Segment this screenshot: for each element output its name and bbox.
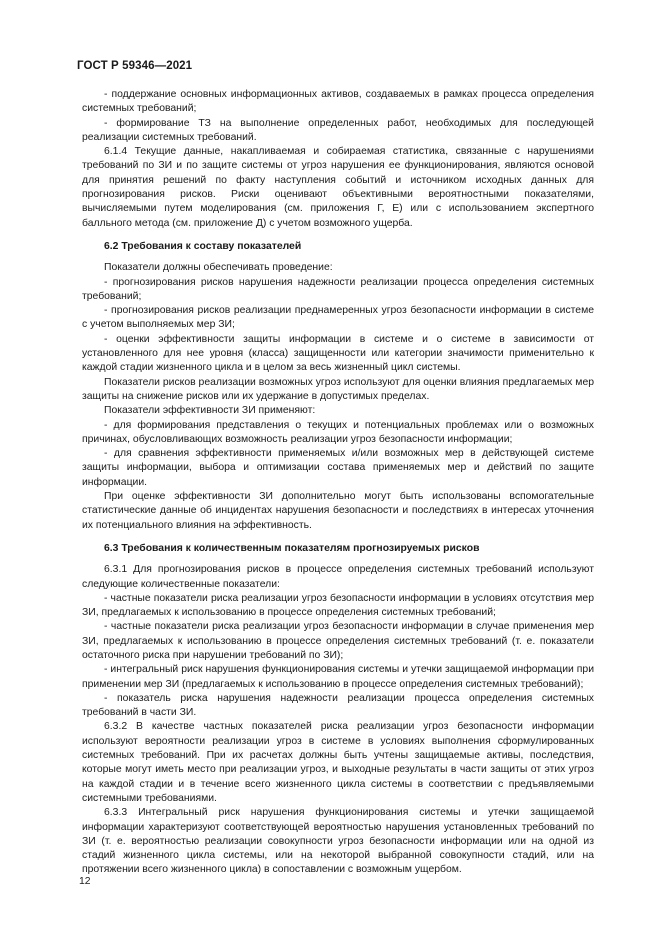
paragraph: - для формирования представления о текущих и потенциальных проблемах или о возможных причинах, обусловливающих возможность реализации угроз безопасности информации; bbox=[82, 419, 594, 445]
paragraph: - оценки эффективности защиты информации в системе и о системе в зависимости от установленного для нее уровня (класса) защищенности или категории значимости применительно к каждой стадии жизненного цикла и в целом за весь жизненный цикл системы. bbox=[82, 333, 594, 374]
paragraph: - прогнозирования рисков нарушения надежности реализации процесса определения системных требований; bbox=[82, 276, 594, 302]
paragraph: При оценке эффективности ЗИ дополнительно могут быть использованы вспомогательные статистические данные об инцидентах нарушения безопасности и последствиях в интересах уточнения их потенциального влияния на эффективность. bbox=[82, 491, 594, 531]
paragraph: 6.3.1 Для прогнозирования рисков в процессе определения системных требований используют следующие количественные показатели: bbox=[82, 564, 594, 590]
paragraph: Показатели рисков реализации возможных угроз используют для оценки влияния предлагаемых мер защиты на снижение рисков или их удержание в допустимых пределах. bbox=[82, 376, 594, 402]
paragraph: - прогнозирования рисков реализации преднамеренных угроз безопасности информации в системе с учетом выполняемых мер ЗИ; bbox=[82, 305, 594, 331]
paragraph: 6.3.3 Интегральный риск нарушения функционирования системы и утечки защищаемой информации характеризуют соответствующей вероятностью нарушения установленных требований по ЗИ (т. е. вероятностью реализации совокупности угроз безопасности информации или на одной из стадий жизненного цикла системы, или на некоторой выбранной совокупности стадий, или на протяжении всего жизненного цикла) в сопоставлении с возможным ущербом. bbox=[82, 807, 594, 876]
paragraph: - поддержание основных информационных активов, создаваемых в рамках процесса определения системных требований; bbox=[82, 89, 594, 115]
paragraph: - формирование ТЗ на выполнение определенных работ, необходимых для последующей реализации системных требований. bbox=[82, 117, 594, 143]
paragraph: Показатели должны обеспечивать проведение: bbox=[104, 262, 333, 274]
page-body bbox=[82, 88, 594, 878]
paragraph: 6.1.4 Текущие данные, накапливаемая и собираемая статистика, связанные с нарушениями требований по ЗИ и по защите системы от угроз нарушения ее функционирования, являются основой для принятия решений по факту наступления событий и источником исходных данных для прогнозирования рисков. Риски оценивают объективными вероятностными показателями, вычисляемыми путем моделирования (см. приложения Г, Е) или с использованием экспертного балльного метода (см. приложение Д) с учетом возможного ущерба. bbox=[82, 146, 594, 229]
paragraph: 6.3.2 В качестве частных показателей риска реализации угроз безопасности информации используют вероятности реализации угроз в системе в условиях выполнения сформулированных системных требований. При их расчетах должны быть учтены защищаемые активы, последствия, которые могут иметь место при реализации угроз, и выходные результаты в части защиты от этих угроз на каждой стадии и в течение всего жизненного цикла системы в соответствии с предъявляемыми системными требованиями. bbox=[82, 721, 594, 804]
paragraph: - показатель риска нарушения надежности реализации процесса определения системных требований в части ЗИ. bbox=[82, 692, 594, 719]
paragraph: - частные показатели риска реализации угроз безопасности информации в случае применения мер ЗИ, предлагаемых к использованию в процессе определения системных требований (т. е. показатели остаточного риска при нарушении требований по ЗИ); bbox=[82, 621, 594, 661]
paragraph: Показатели эффективности ЗИ применяют: bbox=[104, 405, 316, 417]
standard-header: ГОСТ Р 59346—2021 bbox=[77, 60, 193, 72]
page-number: 12 bbox=[79, 876, 91, 887]
section-heading: 6.2 Требования к составу показателей bbox=[104, 240, 302, 252]
paragraph: - для сравнения эффективности применяемых и/или возможных мер в действующей системе защиты информации, выбора и оптимизации состава применяемых мер и действий по защите информации. bbox=[82, 448, 594, 488]
paragraph: - частные показатели риска реализации угроз безопасности информации в условиях отсутствия мер ЗИ, предлагаемых к использованию в процессе определения системных требований; bbox=[82, 592, 594, 619]
section-heading: 6.3 Требования к количественным показателям прогнозируемых рисков bbox=[104, 542, 480, 554]
paragraph: - интегральный риск нарушения функционирования системы и утечки защищаемой информации при применении мер ЗИ (предлагаемых к использованию в процессе определения системных требований); bbox=[82, 664, 594, 690]
